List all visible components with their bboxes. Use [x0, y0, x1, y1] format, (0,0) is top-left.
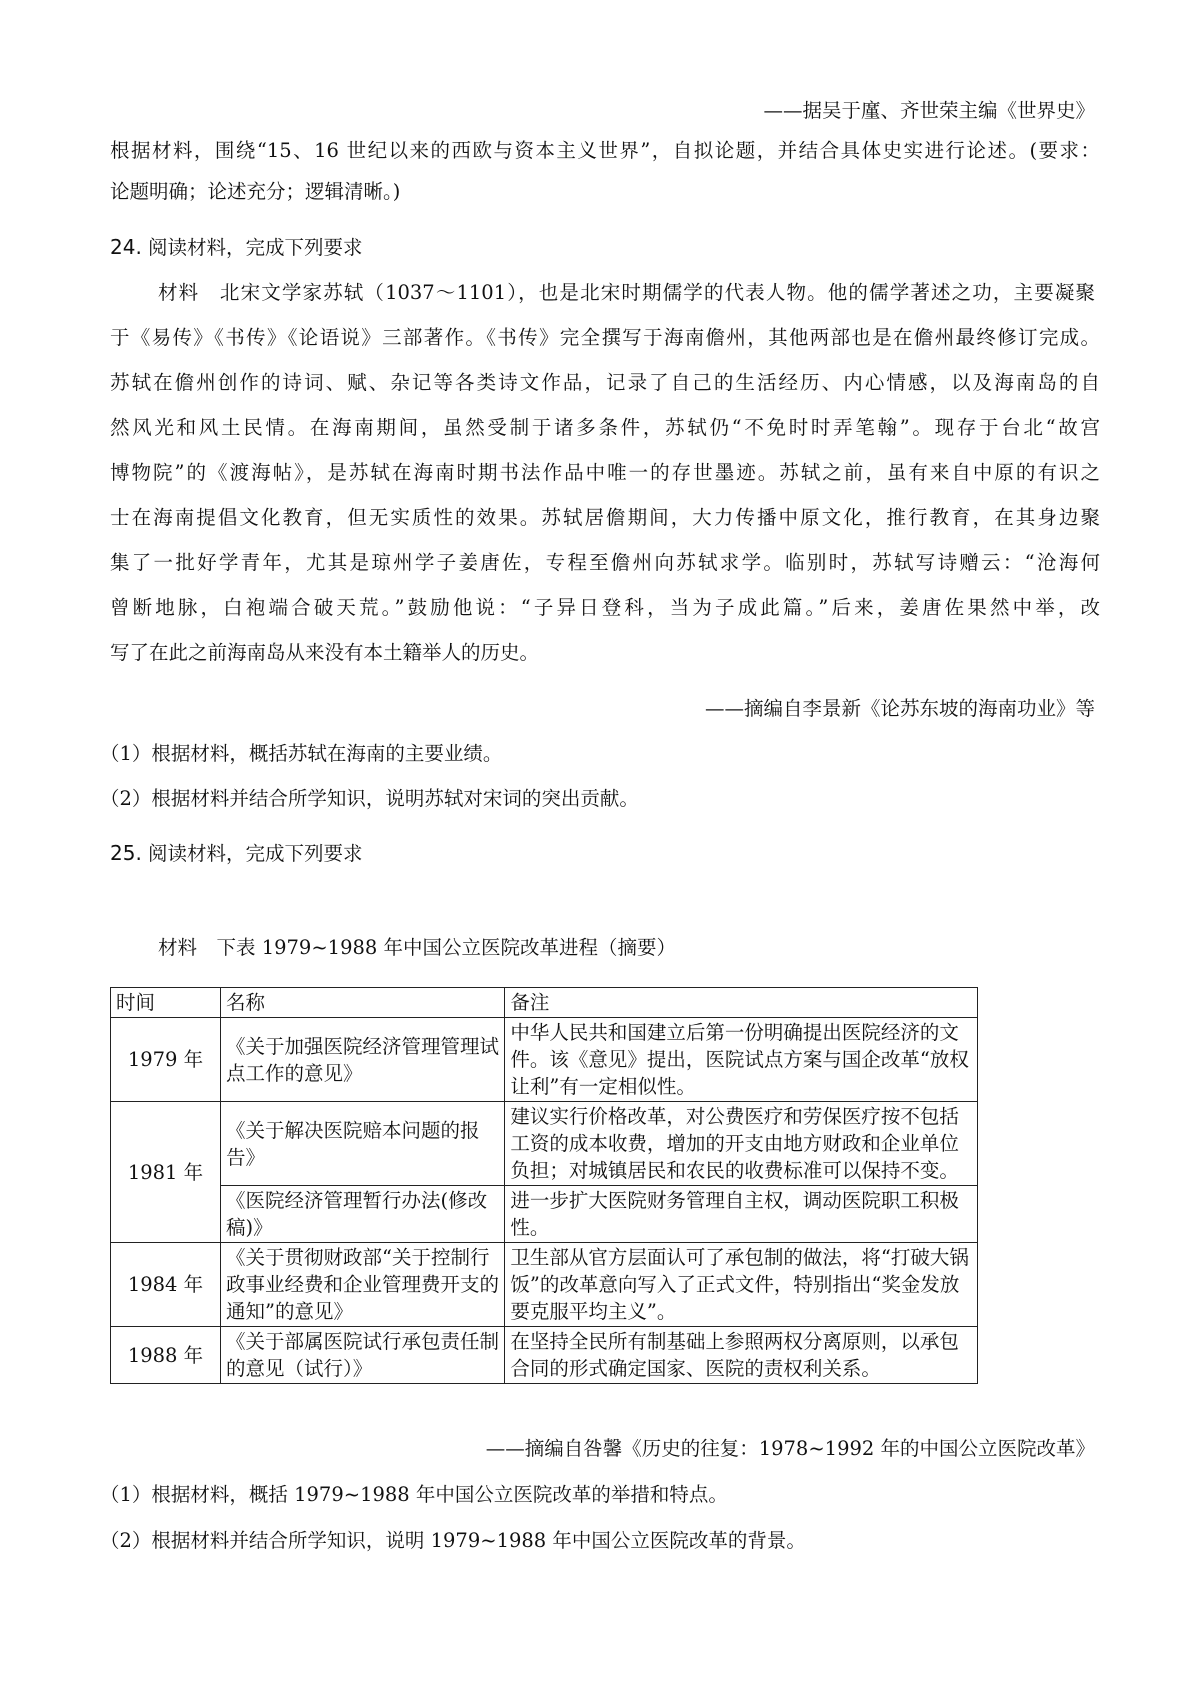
- row-year: 1984 年: [111, 1243, 221, 1327]
- q25-question-1: （1）根据材料，概括 1979~1988 年中国公立医院改革的举措和特点。: [100, 1483, 728, 1506]
- q25-material-intro: 材料 下表 1979~1988 年中国公立医院改革进程（摘要）: [158, 936, 676, 959]
- row-document-name: 《关于解决医院赔本问题的报告》: [220, 1102, 504, 1186]
- q24-material-line-2: 于《易传》《书传》《论语说》三部著作。《书传》完全撰写于海南儋州，其他两部也是在儋州最终修订完成。: [110, 326, 1100, 349]
- row-note: 在坚持全民所有制基础上参照两权分离原则，以承包合同的形式确定国家、医院的责权利关系。: [505, 1327, 978, 1384]
- hospital-reform-table: [110, 987, 978, 1384]
- q24-question-2: （2）根据材料并结合所学知识，说明苏轼对宋词的突出贡献。: [100, 787, 639, 810]
- row-note: 进一步扩大医院财务管理自主权，调动医院职工积极性。: [505, 1186, 978, 1243]
- q24-material-line-3: 苏轼在儋州创作的诗词、赋、杂记等各类诗文作品，记录了自己的生活经历、内心情感，以及海南岛的自: [110, 371, 1100, 394]
- q24-material-line-9: 写了在此之前海南岛从来没有本土籍举人的历史。: [110, 641, 540, 664]
- q24-number: 24.: [110, 235, 142, 259]
- row-document-name: 《医院经济管理暂行办法(修改稿)》: [220, 1186, 504, 1243]
- q24-material-line-5: 博物院”的《渡海帖》，是苏轼在海南时期书法作品中唯一的存世墨迹。苏轼之前，虽有来自中原的有识之: [110, 461, 1100, 484]
- q24-material-line-8: 曾断地脉，白袍端合破天荒。”鼓励他说：“子异日登科，当为子成此篇。”后来，姜唐佐果然中举，改: [110, 596, 1100, 619]
- prev-source-citation: ——据吴于廑、齐世荣主编《世界史》: [763, 99, 1095, 122]
- q25-title: 阅读材料，完成下列要求: [148, 842, 363, 865]
- row-year: 1981 年: [111, 1102, 221, 1243]
- q24-title: 阅读材料，完成下列要求: [148, 236, 363, 259]
- row-note: 建议实行价格改革，对公费医疗和劳保医疗按不包括工资的成本收费，增加的开支由地方财政和企业单位负担；对城镇居民和农民的收费标准可以保持不变。: [505, 1102, 978, 1186]
- q24-question-1: （1）根据材料，概括苏轼在海南的主要业绩。: [100, 742, 503, 765]
- q25-source-citation: ——摘编自咎馨《历史的往复：1978~1992 年的中国公立医院改革》: [485, 1437, 1095, 1460]
- q24-source-citation: ——摘编自李景新《论苏东坡的海南功业》等: [704, 697, 1095, 720]
- table-row: [111, 1102, 978, 1186]
- header-note: 备注: [505, 988, 978, 1018]
- row-year: 1979 年: [111, 1018, 221, 1102]
- prev-prompt-line-2: 论题明确；论述充分；逻辑清晰。): [110, 180, 401, 203]
- q24-material-line-7: 集了一批好学青年，尤其是琼州学子姜唐佐，专程至儋州向苏轼求学。临别时，苏轼写诗赠云：“沧海何: [110, 551, 1100, 574]
- q25-question-2: （2）根据材料并结合所学知识，说明 1979~1988 年中国公立医院改革的背景。: [100, 1529, 806, 1552]
- row-document-name: 《关于贯彻财政部“关于控制行政事业经费和企业管理费开支的通知”的意见》: [220, 1243, 504, 1327]
- table-row: [111, 1018, 978, 1102]
- table-row: [111, 1186, 978, 1243]
- row-note: 中华人民共和国建立后第一份明确提出医院经济的文件。该《意见》提出，医院试点方案与国企改革“放权让利”有一定相似性。: [505, 1018, 978, 1102]
- row-year: 1988 年: [111, 1327, 221, 1384]
- q24-heading: [110, 232, 1100, 263]
- table-row: [111, 1243, 978, 1327]
- header-time: 时间: [111, 988, 221, 1018]
- q24-material-line-1: 材料 北宋文学家苏轼（1037～1101），也是北宋时期儒学的代表人物。他的儒学著述之功，主要凝聚: [158, 281, 1095, 304]
- table-header-row: [111, 988, 978, 1018]
- table-row: [111, 1327, 978, 1384]
- header-name: 名称: [220, 988, 504, 1018]
- prev-prompt-line-1: 根据材料，围绕“15、16 世纪以来的西欧与资本主义世界”，自拟论题，并结合具体史实进行论述。(要求：: [110, 139, 1100, 162]
- row-document-name: 《关于部属医院试行承包责任制的意见（试行）》: [220, 1327, 504, 1384]
- row-document-name: 《关于加强医院经济管理管理试点工作的意见》: [220, 1018, 504, 1102]
- q25-number: 25.: [110, 841, 142, 865]
- row-note: 卫生部从官方层面认可了承包制的做法，将“打破大锅饭”的改革意向写入了正式文件，特别指出“奖金发放要克服平均主义”。: [505, 1243, 978, 1327]
- q25-heading: [110, 838, 1100, 869]
- q24-material-line-4: 然风光和风土民情。在海南期间，虽然受制于诸多条件，苏轼仍“不免时时弄笔翰”。现存于台北“故宫: [110, 416, 1100, 439]
- q24-material-line-6: 士在海南提倡文化教育，但无实质性的效果。苏轼居儋期间，大力传播中原文化，推行教育，在其身边聚: [110, 506, 1100, 529]
